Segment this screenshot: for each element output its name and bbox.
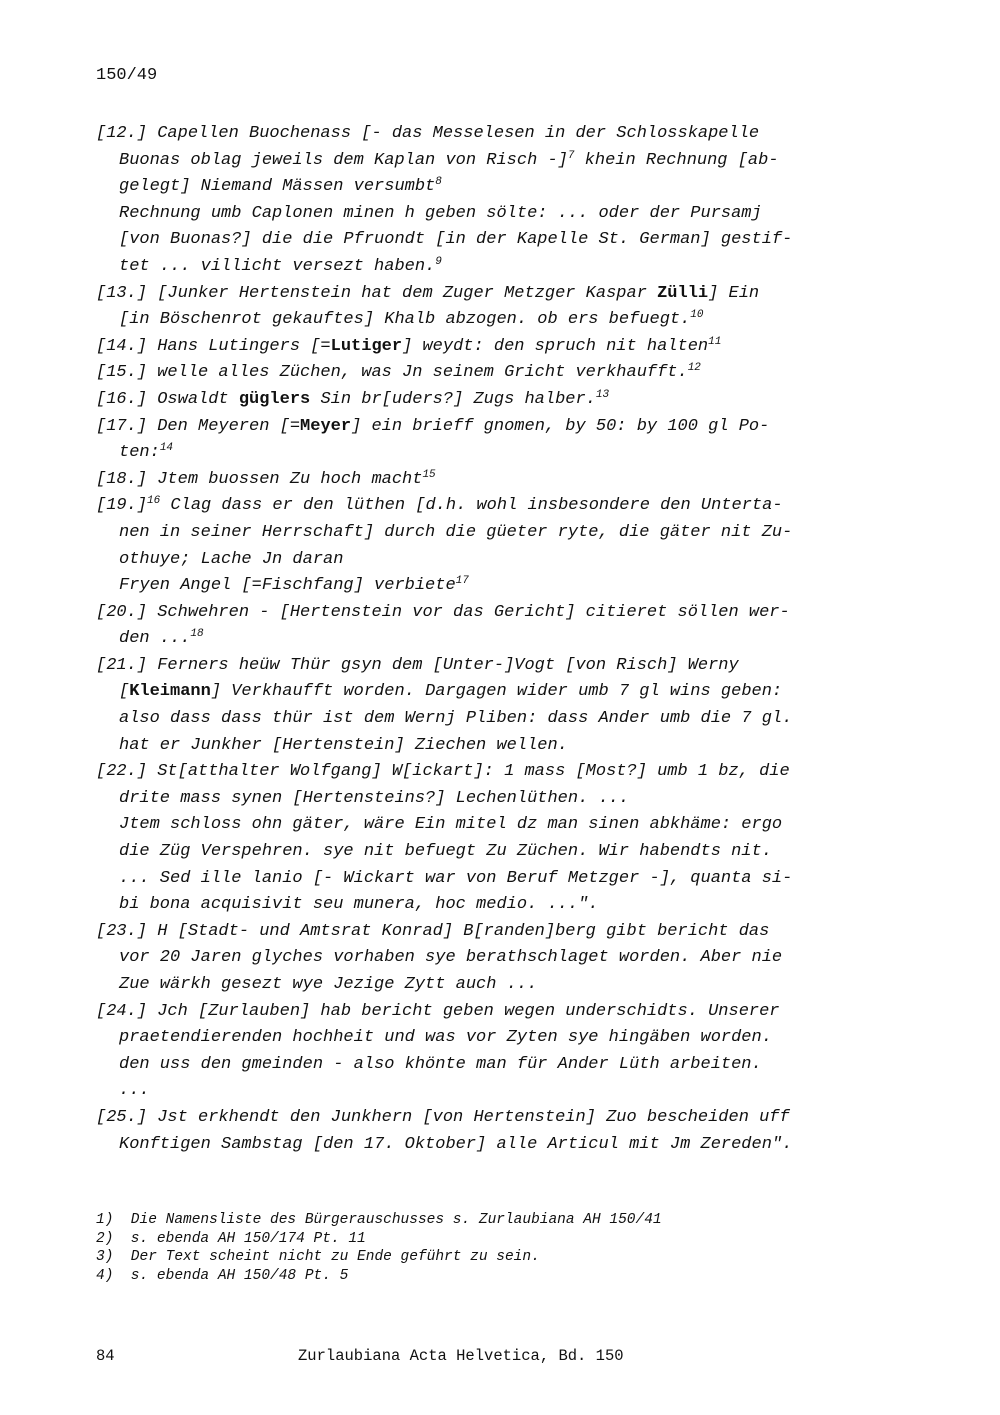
footnote-marker: 8 (435, 176, 442, 189)
entry-item (96, 919, 876, 999)
entry-line: [13.] [Junker Hertenstein hat dem Zuger Metzger Kaspar Zülli] Ein (96, 283, 760, 303)
footnote-marker: 17 (455, 575, 469, 588)
surname-highlight: Kleimann (129, 682, 211, 702)
footnote-marker: 9 (435, 255, 442, 268)
footnote-marker: 13 (595, 388, 610, 401)
entry-line: also dass dass thür ist dem Wernj Pliben: dass Ander umb die 7 gl. (119, 709, 793, 729)
entry-line: Rechnung umb Caplonen minen h geben sölte: ... oder der Pursamj (119, 203, 762, 223)
footnote-marker: 7 (567, 149, 575, 162)
publication-title: Zurlaubiana Acta Helvetica, Bd. 150 (298, 1347, 624, 1365)
entry-line: Fryen Angel [=Fischfang] verbiete$^{17}$ (119, 575, 469, 596)
footnote: 1) Die Namensliste des Bürgerauschusses s. Zurlaubiana AH 150/41 (96, 1212, 662, 1228)
entry-line: [17.] Den Meyeren [=Meyer] ein brieff gnomen, by 50: by 100 gl Po- (96, 416, 770, 436)
entry-line: ... (119, 1081, 150, 1101)
entry-line: [22.] St[atthalter Wolfgang] W[ickart]: 1 mass [Most?] umb 1 bz, die (96, 762, 790, 782)
entry-item (96, 121, 876, 281)
entry-item (96, 600, 876, 653)
entry-line: praetendierenden hochheit und was vor Zyten sye hingäben worden. (119, 1028, 772, 1048)
entry-line: [24.] Jch [Zurlauben] hab bericht geben wegen underschidts. Unserer (96, 1001, 780, 1021)
entry-line: [20.] Schwehren - [Hertenstein vor das Gericht] citieret söllen wer- (96, 602, 790, 622)
entry-line: [25.] Jst erkhendt den Junkhern [von Hertenstein] Zuo bescheiden uff (96, 1107, 790, 1127)
entry-line: hat er Junkher [Hertenstein] Ziechen wellen. (119, 735, 568, 755)
entry-line: [15.] welle alles Züchen, was Jn seinem Gricht verkhaufft.$^{12}$ (96, 362, 701, 383)
entry-line: Jtem schloss ohn gäter, wäre Ein mitel dz man sinen abkhäme: ergo (119, 815, 783, 835)
entry-line: [Kleimann] Verkhaufft worden. Dargagen wider umb 7 gl wins geben: (119, 682, 783, 702)
entry-line: ... Sed ille lanio [- Wickart war von Beruf Metzger -], quanta si- (119, 868, 793, 888)
entry-line: den ...$^{18}$ (119, 628, 204, 649)
footnote: 2) s. ebenda AH 150/174 Pt. 11 (96, 1230, 366, 1247)
entry-line: [in Böschenrot gekauftes] Khalb abzogen. ob ers befuegt.$^{10}$ (119, 309, 704, 330)
footnote-marker: 12 (687, 362, 701, 375)
entry-item (96, 999, 876, 1105)
entry-line: nen in seiner Herrschaft] durch die güeter ryte, die gäter nit Zu- (119, 522, 793, 542)
entry-line: [von Buonas?] die die Pfruondt [in der Kapelle St. German] gestif- (119, 230, 793, 250)
entry-item (96, 653, 876, 759)
entry-line: [18.] Jtem buossen Zu hoch macht$^{15}$ (96, 468, 436, 489)
entry-line: [21.] Ferners heüw Thür gsyn dem [Unter-]Vogt [von Risch] Werny (96, 655, 739, 675)
page-reference: 150/49 (96, 66, 158, 85)
entry-line: Konftigen Sambstag [den 17. Oktober] alle Articul mit Jm Zereden". (119, 1134, 793, 1154)
footnote-marker: 14 (159, 442, 174, 455)
surname-highlight: Zülli (657, 283, 709, 303)
entry-item (96, 360, 876, 387)
entry-line: drite mass synen [Hertensteins?] Lechenlüthen. ... (119, 788, 630, 808)
entry-line: $[19.]^{16}$ Clag dass er den lüthen [d.h. wohl insbesondere den Unterta- (96, 495, 783, 516)
entry-line: [23.] H [Stadt- und Amtsrat Konrad] B[randen]berg gibt bericht das (96, 921, 770, 941)
footnote-marker: 11 (708, 335, 722, 348)
footnote-marker: 18 (190, 628, 204, 641)
footnote-marker: 15 (422, 468, 436, 481)
entry-line: die Züg Verspehren. sye nit befuegt Zu Züchen. Wir habendts nit. (119, 842, 772, 862)
entry-line: ten:$^{14}$ (119, 442, 174, 463)
footnote: 3) Der Text scheint nicht zu Ende geführt zu sein. (96, 1249, 540, 1266)
entry-item (96, 334, 876, 361)
surname-highlight: Lutiger (330, 336, 403, 356)
entry-line: [14.] Hans Lutingers [=Lutiger] weydt: den spruch nit halten$^{11}$ (96, 335, 722, 356)
entry-item (96, 759, 876, 919)
entry-line: bi bona acquisivit seu munera, hoc medio. ...". (119, 895, 599, 915)
entry-line: tet ... villicht versezt haben.$^9$ (119, 255, 442, 276)
entry-line: den uss den gmeinden - also khönte man für Ander Lüth arbeiten. (119, 1054, 762, 1074)
entry-line: vor 20 Jaren glyches vorhaben sye berathschlaget worden. Aber nie (119, 948, 783, 968)
entry-line: Buonas oblag jeweils dem Kaplan von Risch -]$^7$ khein Rechnung [ab- (119, 149, 779, 170)
document-body (96, 121, 876, 1158)
entry-item (96, 467, 876, 494)
surname-highlight: güglers (238, 389, 311, 409)
footnotes (96, 1211, 876, 1285)
entry-item (96, 387, 876, 414)
page-number: 84 (96, 1347, 115, 1365)
entry-item (96, 414, 876, 467)
entry-line: othuye; Lache Jn daran (119, 549, 344, 569)
footnote: 4) s. ebenda AH 150/48 Pt. 5 (96, 1267, 349, 1284)
entry-line: [16.] Oswaldt güglers Sin br[uders?] Zugs halber.$^{13}$ (96, 388, 610, 409)
entry-line: Zue wärkh gesezt wye Jezige Zytt auch ... (119, 975, 538, 994)
entry-line: gelegt] Niemand Mässen versumbt$^8$ (119, 176, 442, 197)
surname-highlight: Meyer (300, 416, 352, 436)
entry-item (96, 281, 876, 334)
footnote-marker: 16 (147, 495, 161, 508)
footnote-marker: 10 (690, 309, 704, 322)
entry-line: [12.] Capellen Buochenass [- das Messelesen in der Schlosskapelle (96, 124, 760, 143)
entry-item (96, 1105, 876, 1158)
entry-item (96, 493, 876, 599)
